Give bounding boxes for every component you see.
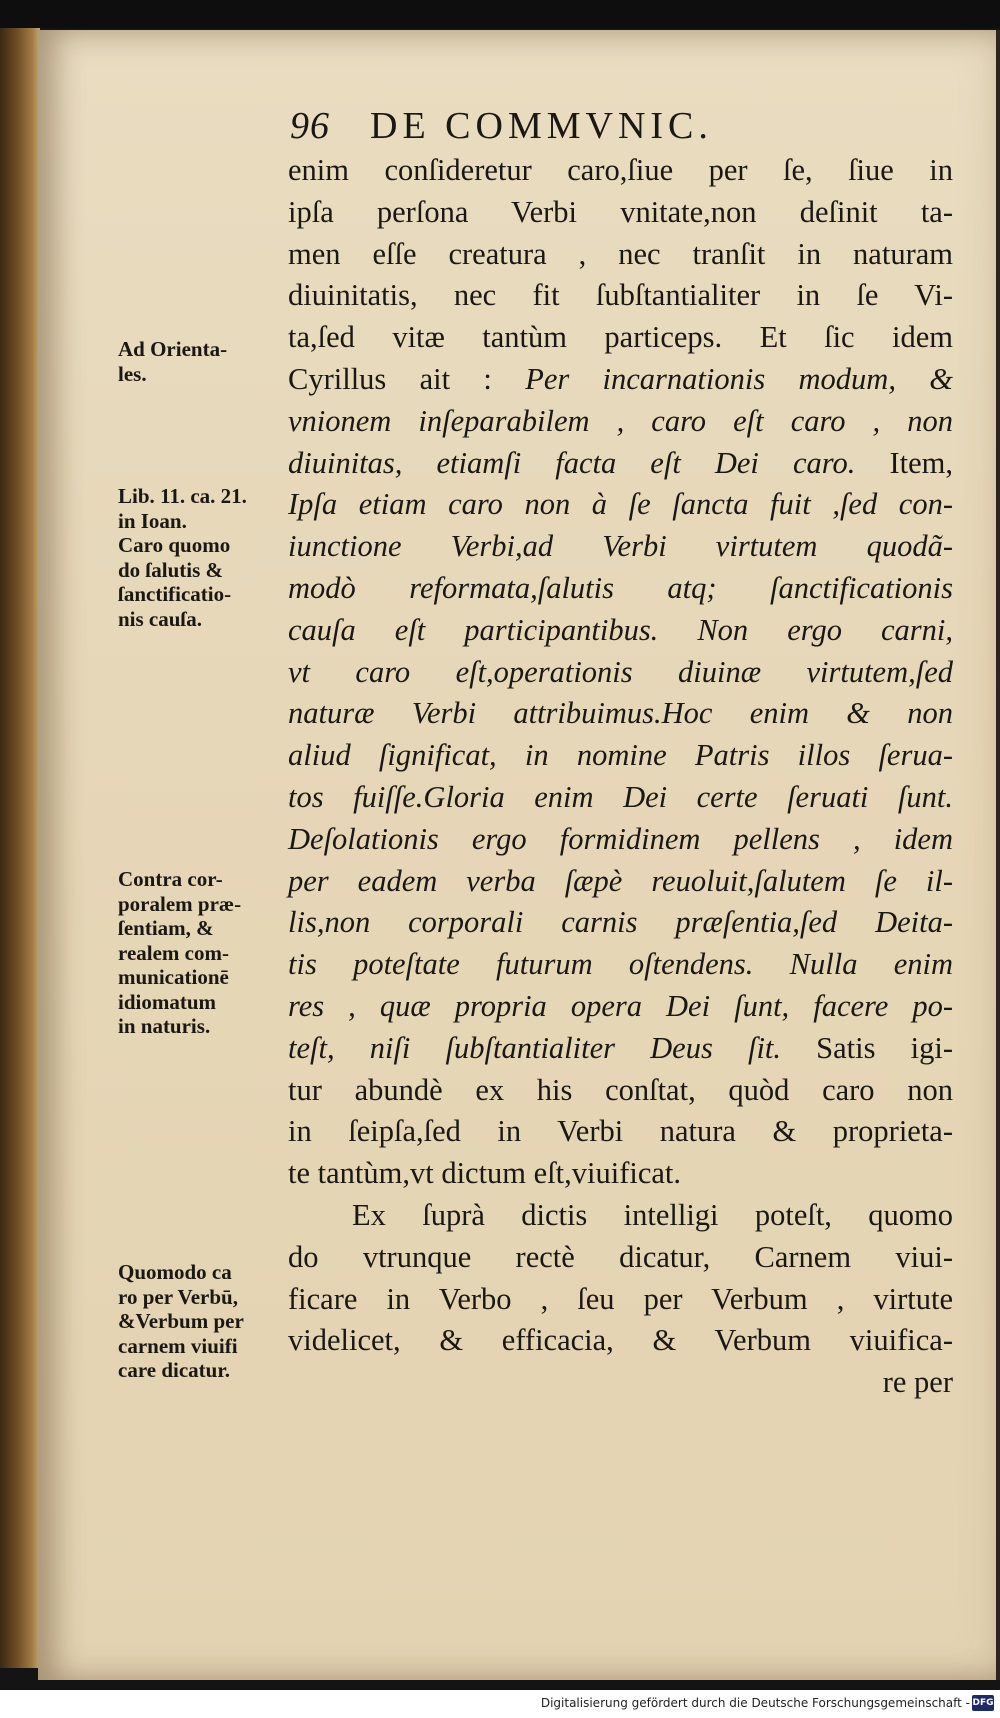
roman-segment: ta,ſed vitæ tantùm particeps. Et ſic idem — [288, 320, 953, 355]
roman-segment: ipſa perſona Verbi vnitate,non deſinit ta- — [288, 194, 953, 229]
margin-note-line: Caro quomo — [118, 533, 231, 557]
italic-segment: cauſa eſt participantibus. Non ergo carni, — [288, 612, 953, 647]
margin-note-line: Lib. 11. ca. 21. — [118, 484, 247, 508]
text-line — [288, 986, 953, 1028]
roman-segment: men eſſe creatura , nec tranſit in naturam — [288, 236, 953, 271]
italic-segment: modò reformata,ſalutis atq; ſanctificationis — [288, 570, 953, 605]
text-line — [288, 484, 953, 526]
text-line — [288, 443, 953, 485]
text-line — [288, 568, 953, 610]
italic-segment: Ipſa etiam caro non à ſe ſancta fuit ,ſed con- — [288, 487, 953, 522]
roman-segment: in ſeipſa,ſed in Verbi natura & proprieta- — [288, 1114, 953, 1149]
italic-segment: per eadem verba ſæpè reuoluit,ſalutem ſe il- — [288, 863, 953, 898]
italic-segment: teſt, niſi ſubſtantialiter Deus ſit. — [288, 1030, 782, 1065]
italic-segment: tis poteſtate futurum oſtendens. Nulla enim — [288, 947, 953, 982]
text-line — [288, 1111, 953, 1153]
margin-note-line: Contra cor- — [118, 867, 223, 891]
margin-note-ad-orientales — [118, 337, 288, 386]
roman-segment: diuinitatis, nec fit ſubſtantialiter in ſe Vi- — [288, 278, 953, 313]
scan-top-edge — [0, 0, 1000, 28]
dfg-logo: DFG — [972, 1695, 994, 1711]
text-line — [288, 1279, 953, 1321]
roman-segment: ficare in Verbo , ſeu per Verbum , virtute — [288, 1281, 953, 1316]
margin-note-line: nis cauſa. — [118, 606, 203, 631]
text-line — [288, 150, 953, 192]
text-line — [288, 1362, 953, 1404]
italic-segment: diuinitas, etiamſi facta eſt Dei caro. — [288, 445, 856, 480]
italic-segment: iunctione Verbi,ad Verbi virtutem quodã- — [288, 529, 953, 564]
margin-note-line: &Verbum per — [118, 1309, 244, 1333]
text-line — [288, 317, 953, 359]
text-line — [288, 819, 953, 861]
text-line — [288, 192, 953, 234]
page-number: 96 — [290, 105, 330, 147]
text-line — [288, 652, 953, 694]
italic-segment: vt caro eſt,operationis diuinæ virtutem,ſed — [288, 654, 953, 689]
text-line — [288, 1028, 953, 1070]
margin-note-line: realem com- — [118, 940, 229, 965]
margin-note-line: ſentiam, & — [118, 916, 214, 940]
roman-segment: Item, — [855, 445, 953, 480]
italic-segment: naturæ Verbi attribuimus.Hoc enim & non — [288, 696, 953, 731]
main-text-block — [288, 150, 953, 1404]
margin-note-line: Ad Orienta- — [118, 337, 228, 361]
margin-note-line: les. — [118, 361, 147, 386]
margin-note-lib-in-ioan — [118, 484, 288, 631]
roman-segment: do vtrunque rectè dicatur, Carnem viui- — [288, 1239, 953, 1274]
text-line — [288, 1320, 953, 1362]
italic-segment: lis,non corporali carnis præſentia,ſed Deita- — [288, 905, 953, 940]
margin-note-line: ſanctificatio- — [118, 582, 232, 606]
roman-segment: Ex ſuprà dictis intelligi poteſt, quomo — [352, 1197, 953, 1232]
text-line — [288, 401, 953, 443]
italic-segment: Per incarnationis modum, & — [525, 361, 953, 396]
text-line — [288, 1070, 953, 1112]
italic-segment: vnionem inſeparabilem , caro eſt caro , non — [288, 403, 953, 438]
text-line — [288, 234, 953, 276]
running-head — [290, 104, 850, 154]
text-line — [288, 902, 953, 944]
text-line — [288, 275, 953, 317]
running-title: DE COMMVNIC. — [370, 105, 713, 147]
margin-note-line: municationē — [118, 965, 229, 989]
text-line — [288, 1195, 953, 1237]
roman-segment: tur abundè ex his conſtat, quòd caro non — [288, 1072, 953, 1107]
margin-note-line: do ſalutis & — [118, 557, 224, 582]
roman-segment: re per — [882, 1365, 953, 1400]
margin-note-line: in Ioan. — [118, 508, 187, 533]
text-line — [288, 861, 953, 903]
text-line — [288, 610, 953, 652]
text-line — [288, 693, 953, 735]
italic-segment: tos fuiſſe.Gloria enim Dei certe ſeruati ſunt. — [288, 779, 953, 814]
text-line — [288, 735, 953, 777]
italic-segment: Deſolationis ergo formidinem pellens , idem — [288, 821, 953, 856]
text-line — [288, 777, 953, 819]
digitization-credit: Digitalisierung gefördert durch die Deutsche Forschungsgemeinschaft - — [540, 1696, 970, 1710]
margin-note-contra-corporalem — [118, 867, 288, 1039]
roman-segment: Cyrillus ait : — [288, 361, 526, 396]
margin-note-line: idiomatum — [118, 989, 217, 1014]
roman-segment: enim conſideretur caro,ſiue per ſe, ſiue in — [288, 153, 953, 187]
margin-note-line: in naturis. — [118, 1014, 211, 1038]
margin-note-line: ro per Verbū, — [118, 1284, 238, 1309]
text-line — [288, 944, 953, 986]
book-spine — [0, 28, 40, 1668]
margin-note-line: carnem viuifi — [118, 1333, 238, 1358]
roman-segment: videlicet, & efficacia, & Verbum viuifica- — [288, 1323, 953, 1358]
margin-note-quomodo-caro — [118, 1260, 288, 1383]
roman-segment: te tantùm,vt dictum eſt,viuificat. — [288, 1156, 682, 1191]
margin-note-line: care dicatur. — [118, 1358, 230, 1382]
roman-segment: Satis igi- — [781, 1030, 953, 1065]
text-line — [288, 526, 953, 568]
italic-segment: aliud ſignificat, in nomine Patris illos ſerua- — [288, 738, 953, 773]
margin-note-line: poralem præ- — [118, 891, 242, 916]
text-line — [288, 359, 953, 401]
text-line — [288, 1153, 953, 1195]
italic-segment: res , quæ propria opera Dei ſunt, facere po- — [288, 988, 953, 1023]
margin-note-line: Quomodo ca — [118, 1260, 232, 1284]
text-line — [288, 1237, 953, 1279]
